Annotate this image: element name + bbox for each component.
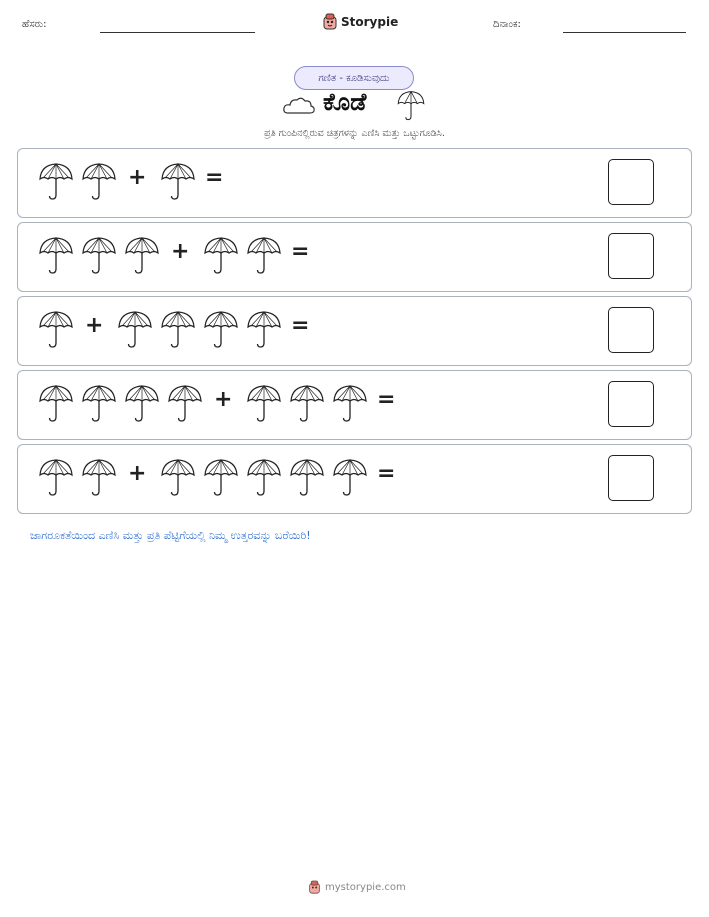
site-footer: [308, 880, 406, 895]
answer-box[interactable]: [608, 381, 654, 427]
answer-box[interactable]: [608, 455, 654, 501]
umbrella-icon: [81, 458, 117, 498]
umbrella-icon: [38, 162, 74, 202]
left-umbrella-group: [38, 310, 74, 350]
problem-row: [17, 148, 692, 218]
umbrella-icon: [38, 458, 74, 498]
umbrella-icon: [246, 384, 282, 424]
date-label: ದಿನಾಂಕ:: [493, 19, 521, 30]
umbrella-icon: [203, 236, 239, 276]
title-row: [0, 88, 709, 122]
problem-row: [17, 370, 692, 440]
plus-sign: +: [171, 239, 190, 264]
umbrella-icon: [246, 310, 282, 350]
umbrella-icon: [160, 458, 196, 498]
worksheet-title: ಕೊಡೆ: [323, 88, 367, 116]
left-umbrella-group: [38, 384, 203, 424]
name-label: ಹೆಸರು:: [22, 19, 47, 30]
equals-sign: =: [377, 461, 396, 486]
equals-sign: =: [291, 239, 310, 264]
umbrella-icon: [332, 384, 368, 424]
umbrella-icon: [160, 310, 196, 350]
umbrella-icon: [38, 384, 74, 424]
umbrella-icon: [203, 310, 239, 350]
problem-row: [17, 444, 692, 514]
storypie-mascot-icon: [322, 13, 338, 31]
umbrella-icon: [332, 458, 368, 498]
umbrella-icon: [289, 458, 325, 498]
storypie-logo: [322, 13, 398, 31]
umbrella-icon: [203, 458, 239, 498]
left-umbrella-group: [38, 236, 160, 276]
name-field[interactable]: [100, 32, 255, 33]
umbrella-icon: [160, 162, 196, 202]
site-url: mystorypie.com: [325, 882, 406, 893]
equals-sign: =: [291, 313, 310, 338]
plus-sign: +: [214, 387, 233, 412]
problem-row: [17, 296, 692, 366]
brand-name: Storypie: [341, 15, 399, 29]
topic-pill: ಗಣಿತ - ಕೂಡಿಸುವುದು: [294, 66, 414, 90]
plus-sign: +: [128, 461, 147, 486]
problem-row: [17, 222, 692, 292]
answer-box[interactable]: [608, 159, 654, 205]
umbrella-icon: [38, 310, 74, 350]
umbrella-icon: [117, 310, 153, 350]
right-umbrella-group: [246, 384, 368, 424]
umbrella-icon: [167, 384, 203, 424]
right-umbrella-group: [160, 162, 196, 202]
footer-note: ಜಾಗರೂಕತೆಯಿಂದ ಎಣಿಸಿ ಮತ್ತು ಪ್ರತಿ ಪೆಟ್ಟಿಗೆಯಲ್ಲಿ ನಿಮ್ಮ ಉತ್ತರವನ್ನು ಬರೆಯಿರಿ!: [30, 529, 311, 542]
date-field[interactable]: [563, 32, 686, 33]
umbrella-title-icon: [396, 90, 426, 122]
plus-sign: +: [128, 165, 147, 190]
left-umbrella-group: [38, 162, 117, 202]
right-umbrella-group: [203, 236, 282, 276]
equals-sign: =: [377, 387, 396, 412]
umbrella-icon: [124, 384, 160, 424]
umbrella-icon: [124, 236, 160, 276]
answer-box[interactable]: [608, 233, 654, 279]
umbrella-icon: [38, 236, 74, 276]
storypie-mascot-footer-icon: [308, 880, 321, 895]
instruction-text: ಪ್ರತಿ ಗುಂಪಿನಲ್ಲಿರುವ ಚಿತ್ರಗಳನ್ನು ಎಣಿಸಿ ಮತ್ತು ಒಟ್ಟುಗೂಡಿಸಿ.: [264, 128, 445, 139]
answer-box[interactable]: [608, 307, 654, 353]
umbrella-icon: [81, 384, 117, 424]
right-umbrella-group: [160, 458, 368, 498]
equals-sign: =: [205, 165, 224, 190]
umbrella-icon: [289, 384, 325, 424]
cloud-icon: [282, 94, 316, 116]
umbrella-icon: [246, 236, 282, 276]
umbrella-icon: [81, 236, 117, 276]
plus-sign: +: [85, 313, 104, 338]
umbrella-icon: [81, 162, 117, 202]
right-umbrella-group: [117, 310, 282, 350]
left-umbrella-group: [38, 458, 117, 498]
umbrella-icon: [246, 458, 282, 498]
